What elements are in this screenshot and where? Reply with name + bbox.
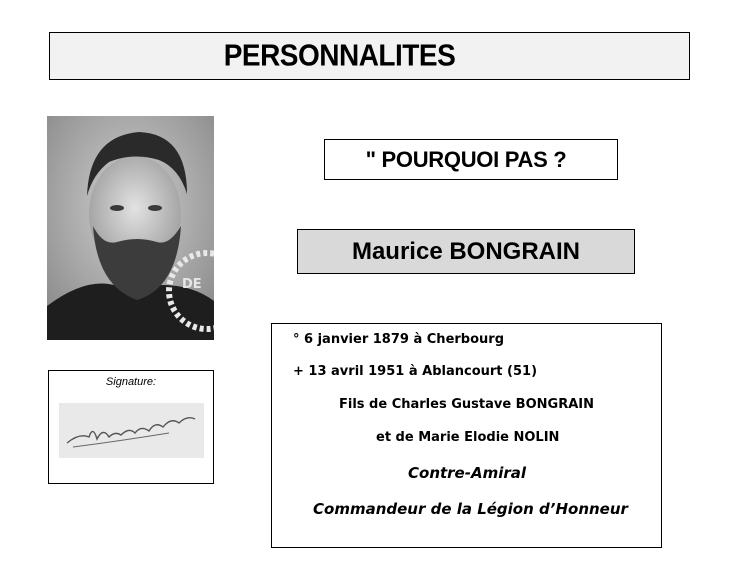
page-title: PERSONNALITES bbox=[223, 38, 456, 73]
signature-image bbox=[59, 403, 204, 458]
signature-box bbox=[48, 370, 214, 484]
mother-line: et de Marie Elodie NOLIN bbox=[376, 430, 560, 445]
portrait-photo bbox=[47, 116, 214, 340]
rank-line: Contre-Amiral bbox=[408, 464, 527, 482]
birth-line: ° 6 janvier 1879 à Cherbourg bbox=[293, 332, 505, 347]
honour-line: Commandeur de la Légion d’Honneur bbox=[313, 500, 628, 518]
person-name-box bbox=[297, 229, 635, 274]
biography-box bbox=[271, 323, 662, 548]
ship-name: " POURQUOI PAS ? bbox=[365, 146, 567, 172]
signature-label: Signature: bbox=[105, 376, 157, 388]
ship-name-box bbox=[324, 139, 618, 180]
svg-text:DE: DE bbox=[182, 277, 202, 292]
father-line: Fils de Charles Gustave BONGRAIN bbox=[339, 397, 594, 412]
title-banner bbox=[49, 32, 690, 80]
person-name: Maurice BONGRAIN bbox=[351, 237, 581, 265]
death-line: + 13 avril 1951 à Ablancourt (51) bbox=[293, 364, 538, 379]
